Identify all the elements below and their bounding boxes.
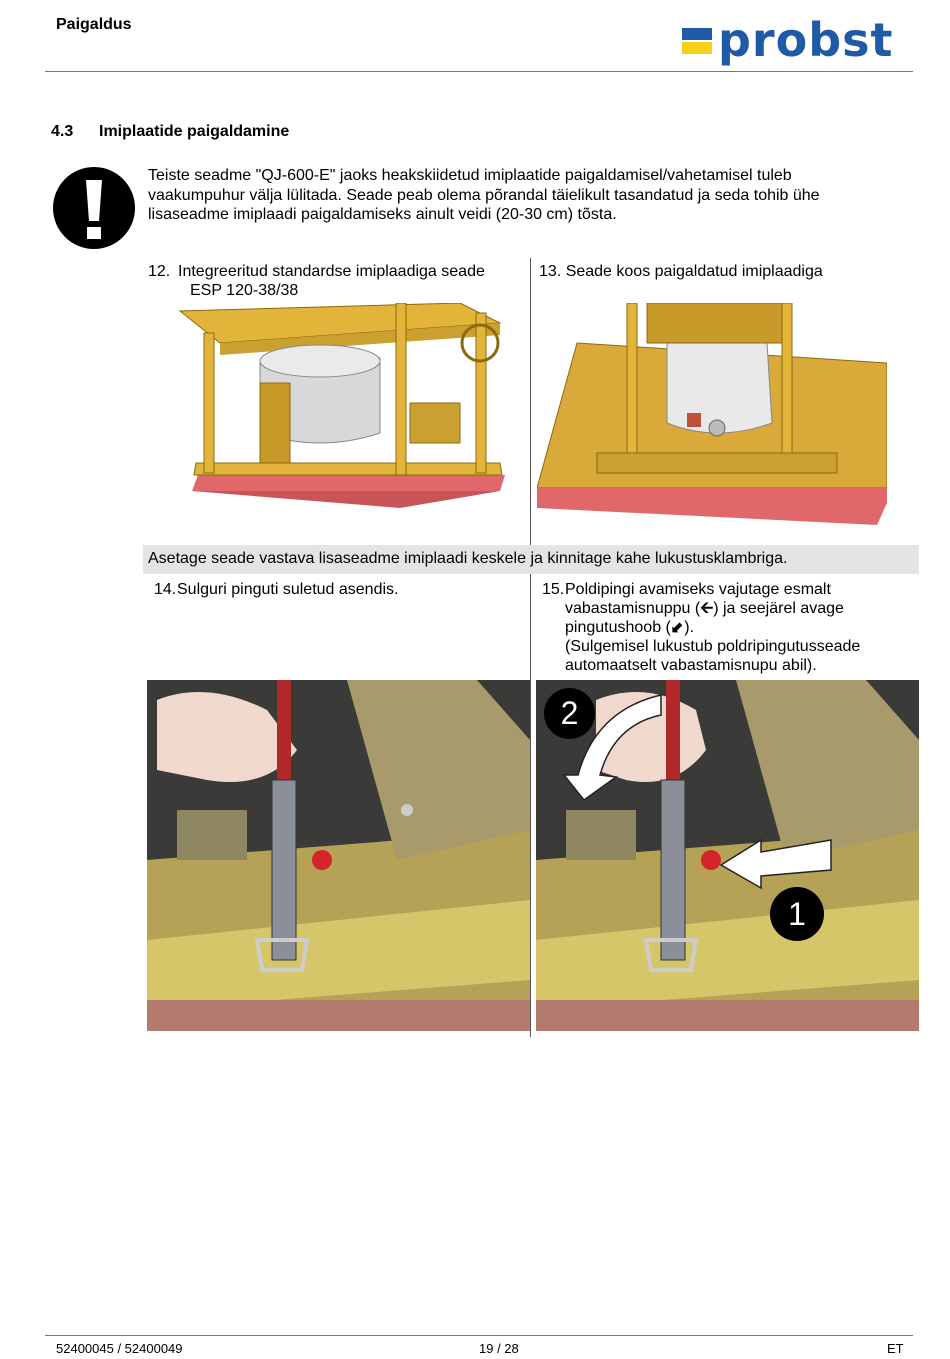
step15-number: 15.: [542, 581, 565, 598]
step14-text: Sulguri pinguti suletud asendis.: [177, 581, 399, 598]
column-divider-bottom: [530, 574, 531, 1037]
step13-caption: 13. Seade koos paigaldatud imiplaadiga: [539, 263, 823, 280]
header-section-label: Paigaldus: [56, 16, 132, 33]
logo-text: probst: [718, 13, 894, 67]
section-number: 4.3: [51, 123, 74, 140]
footer-rule: [45, 1335, 913, 1336]
photo-clamp-closed: [147, 680, 530, 1031]
down-left-arrow-icon: ⬋: [670, 619, 685, 636]
step12-line1: Integreeritud standardse imiplaadiga seade: [178, 263, 485, 280]
photo-clamp-open-steps: [536, 680, 919, 1031]
logo-bar-blue: [682, 28, 712, 40]
footer-language: ET: [887, 1341, 904, 1356]
step15-line3: pingutushoob (⬋).: [565, 619, 695, 636]
step15-line2: vabastamisnuppu (🡨) ja seejärel avage: [565, 600, 844, 617]
exclamation-icon: [52, 166, 136, 250]
step14-number: 14.: [154, 581, 177, 598]
instruction-text: Asetage seade vastava lisaseadme imiplaadi keskele ja kinnitage kahe lukustusklambriga.: [148, 550, 788, 567]
footer-page-number: 19 / 28: [479, 1341, 519, 1356]
step12-number: 12.: [148, 263, 171, 280]
marker-1: 1: [770, 887, 824, 941]
marker-2: 2: [544, 688, 595, 739]
step15-line4: (Sulgemisel lukustub poldripingutusseade: [565, 638, 861, 655]
logo-bar-yellow: [682, 42, 712, 54]
header-rule: [45, 71, 913, 72]
illustration-device-standard-plate: [160, 303, 530, 513]
step12-line2: ESP 120-38/38: [190, 282, 299, 299]
warning-text: Teiste seadme "QJ-600-E" jaoks heakskiidetud imiplaatide paigaldamisel/vahetamisel tuleb vaakumpuhur välja lülitada. Seade peab olema põrandal täielikult tasandatud ja seda tohib ühe lisaseadme imiplaadi paigaldamiseks ainult veidi (20-30 cm) tõsta.: [148, 167, 820, 223]
section-title: Imiplaatide paigaldamine: [99, 123, 290, 140]
column-divider-top: [530, 258, 531, 545]
step15-line5: automaatselt vabastamisnupu abil).: [565, 657, 817, 674]
illustration-device-with-plate: [537, 303, 887, 528]
footer-doc-numbers: 52400045 / 52400049: [56, 1341, 183, 1356]
probst-logo: [682, 13, 908, 67]
step15-line1: Poldipingi avamiseks vajutage esmalt: [565, 581, 831, 598]
left-arrow-icon: 🡨: [700, 600, 714, 617]
